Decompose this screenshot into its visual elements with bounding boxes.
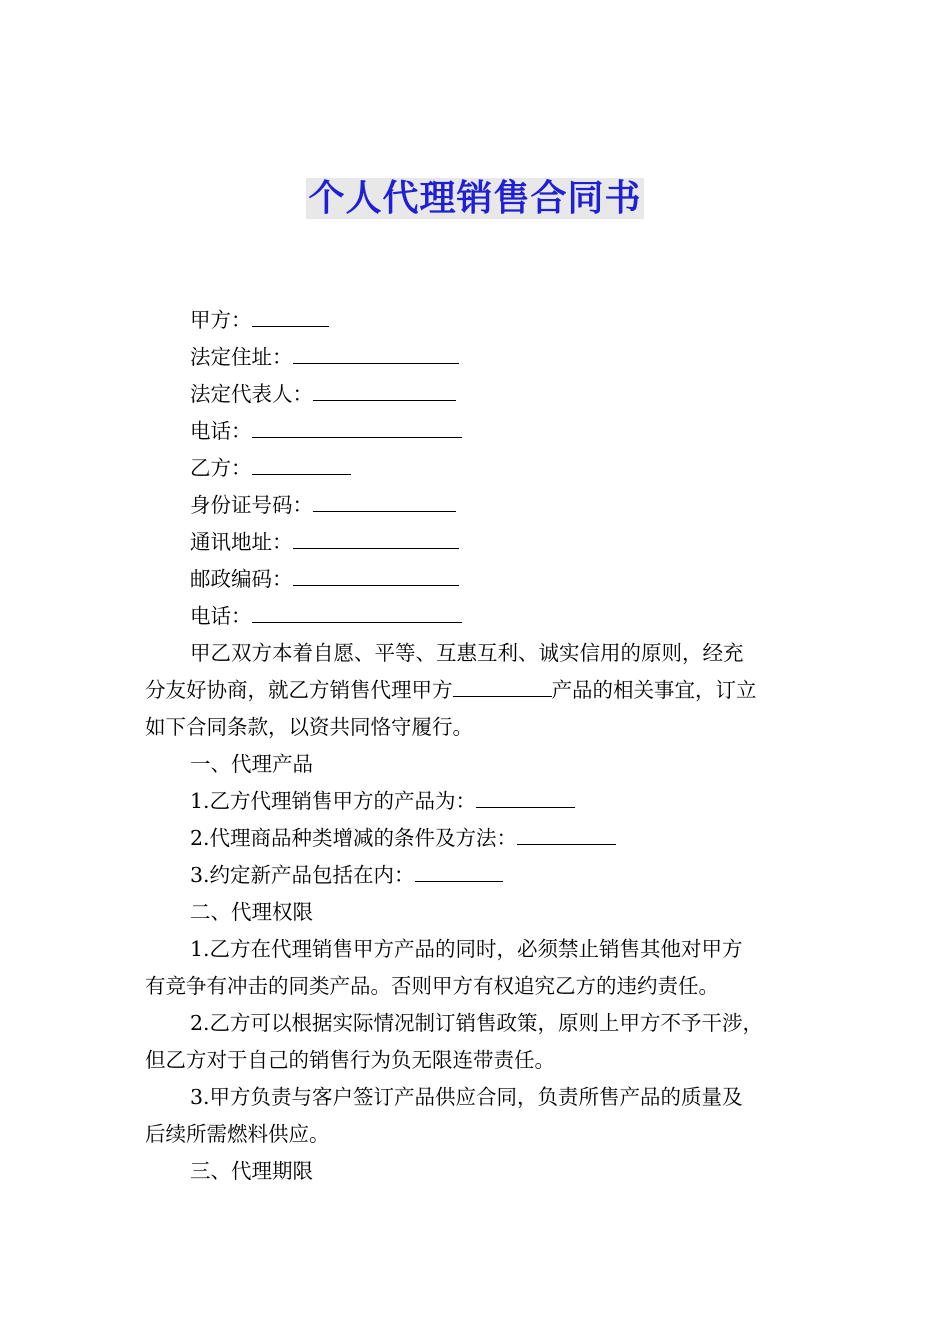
section-2-item-2-line-2: 但乙方对于自己的销售行为负无限连带责任。 <box>145 1048 555 1072</box>
id-number-label: 身份证号码： <box>190 493 313 517</box>
intro-paragraph <box>145 635 810 746</box>
intro-line-2 <box>145 672 810 709</box>
legal-rep-blank[interactable] <box>313 376 456 401</box>
party-a-phone-blank[interactable] <box>252 413 462 438</box>
document-title <box>0 178 950 220</box>
id-number-blank[interactable] <box>313 487 456 512</box>
legal-rep-line <box>145 376 810 413</box>
party-b-phone-label: 电话： <box>190 604 252 628</box>
section-1-item-2-text: 2.代理商品种类增减的条件及方法： <box>190 826 518 850</box>
section-2-item-3-line-1: 3.甲方负责与客户签订产品供应合同，负责所售产品的质量及 <box>190 1085 743 1109</box>
legal-address-blank[interactable] <box>293 339 459 364</box>
legal-address-line <box>145 339 810 376</box>
section-2-item-1-line-1: 1.乙方在代理销售甲方产品的同时，必须禁止销售其他对甲方 <box>190 937 743 961</box>
section-2-item-2-line-1: 2.乙方可以根据实际情况制订销售政策，原则上甲方不予干涉， <box>190 1011 764 1035</box>
section-2-item-2 <box>145 1005 810 1079</box>
mailing-address-line <box>145 524 810 561</box>
section-2-item-3 <box>145 1079 810 1153</box>
intro-line-2-start: 分友好协商，就乙方销售代理甲方 <box>145 678 453 702</box>
section-2-item-1 <box>145 931 810 1005</box>
product-name-blank[interactable] <box>453 672 552 697</box>
document-body <box>145 302 810 1190</box>
party-b-label: 乙方： <box>190 456 252 480</box>
section-1-heading: 一、代理产品 <box>190 752 313 776</box>
party-b-phone-line <box>145 598 810 635</box>
section-2-heading: 二、代理权限 <box>190 900 313 924</box>
party-b-line <box>145 450 810 487</box>
section-1-item-3-blank[interactable] <box>415 857 503 882</box>
party-a-phone-line <box>145 413 810 450</box>
id-number-line <box>145 487 810 524</box>
intro-line-1: 甲乙双方本着自愿、平等、互惠互利、诚实信用的原则，经充 <box>190 641 744 665</box>
postal-code-blank[interactable] <box>293 561 459 586</box>
mailing-address-blank[interactable] <box>293 524 459 549</box>
party-b-blank[interactable] <box>252 450 351 475</box>
document-title-text: 个人代理销售合同书 <box>308 178 642 219</box>
legal-address-label: 法定住址： <box>190 345 293 369</box>
mailing-address-label: 通讯地址： <box>190 530 293 554</box>
section-1-item-3 <box>145 857 810 894</box>
intro-line-2-end: 产品的相关事宜，订立 <box>551 678 757 702</box>
section-3-heading: 三、代理期限 <box>190 1159 313 1183</box>
section-1-item-3-text: 3.约定新产品包括在内： <box>190 863 415 887</box>
section-1-item-1-blank[interactable] <box>476 783 575 808</box>
intro-line-3: 如下合同条款，以资共同恪守履行。 <box>145 715 473 739</box>
legal-rep-label: 法定代表人： <box>190 382 313 406</box>
section-1-item-1-text: 1.乙方代理销售甲方的产品为： <box>190 789 477 813</box>
section-1-item-2 <box>145 820 810 857</box>
party-a-label: 甲方： <box>190 308 252 332</box>
party-a-phone-label: 电话： <box>190 419 252 443</box>
postal-code-line <box>145 561 810 598</box>
section-2-item-1-line-2: 有竞争有冲击的同类产品。否则甲方有权追究乙方的违约责任。 <box>145 974 719 998</box>
section-1-item-1 <box>145 783 810 820</box>
section-2-item-3-line-2: 后续所需燃料供应。 <box>145 1122 330 1146</box>
party-a-line <box>145 302 810 339</box>
section-1-item-2-blank[interactable] <box>517 820 616 845</box>
party-a-blank[interactable] <box>252 302 329 327</box>
postal-code-label: 邮政编码： <box>190 567 293 591</box>
party-b-phone-blank[interactable] <box>252 598 462 623</box>
